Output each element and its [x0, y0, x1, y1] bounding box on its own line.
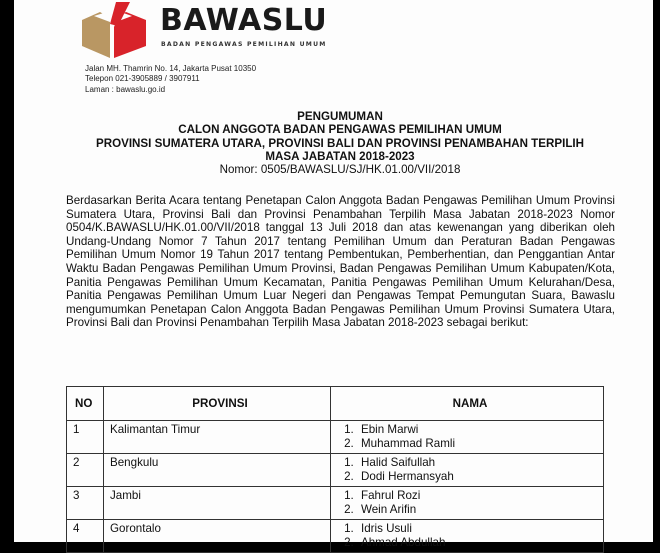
document-number: Nomor: 0505/BAWASLU/SJ/HK.01.00/VII/2018 [219, 163, 461, 177]
address-phone: Telepon 021-3905889 / 3907911 [85, 74, 200, 84]
candidate-name: 2. Muhammad Ramli [357, 437, 603, 451]
cell-no: 1 [67, 421, 104, 454]
header-nama: NAMA [331, 387, 604, 421]
address-website: Laman : bawaslu.go.id [85, 84, 166, 94]
cell-provinsi: Gorontalo [104, 520, 331, 553]
candidate-name: 2. Ahmad Abdullah [357, 536, 603, 550]
title-line-4: MASA JABATAN 2018-2023 [265, 149, 415, 163]
cell-provinsi: Kalimantan Timur [104, 421, 331, 454]
candidate-name: 2. Wein Arifin [357, 503, 603, 517]
cell-no: 2 [67, 454, 104, 487]
names-list [337, 456, 603, 485]
address-street: Jalan MH. Thamrin No. 14, Jakarta Pusat 10350 [85, 64, 257, 73]
cell-provinsi: Jambi [104, 487, 331, 520]
names-list [337, 423, 603, 452]
cell-nama [331, 421, 604, 454]
table-row [67, 487, 604, 520]
cell-nama [331, 454, 604, 487]
cell-no: 3 [67, 487, 104, 520]
title-line-1: PENGUMUMAN [297, 110, 383, 123]
candidate-name: 2. Dodi Hermansyah [357, 470, 603, 484]
ballot-box-logo-icon [80, 2, 150, 60]
cell-nama [331, 487, 604, 520]
brand-subtitle: BADAN PENGAWAS PEMILIHAN UMUM [161, 41, 327, 48]
title-line-2: CALON ANGGOTA BADAN PENGAWAS PEMILIHAN UMUM [178, 123, 502, 137]
address-block [85, 64, 256, 95]
title-line-3: PROVINSI SUMATERA UTARA, PROVINSI BALI DAN PROVINSI PENAMBAHAN TERPILIH [95, 136, 585, 150]
header-provinsi: PROVINSI [104, 387, 331, 421]
cell-no: 4 [67, 520, 104, 553]
table-row [67, 454, 604, 487]
names-list [337, 489, 603, 518]
candidate-name: 1. Ebin Marwi [357, 423, 603, 437]
table-row [67, 520, 604, 553]
names-list [337, 522, 603, 551]
table-row [67, 421, 604, 454]
candidate-name: 1. Idris Usuli [357, 522, 603, 536]
cell-nama [331, 520, 604, 553]
cell-provinsi: Bengkulu [104, 454, 331, 487]
document-page [14, 0, 653, 550]
candidate-name: 1. Halid Saifullah [357, 456, 603, 470]
candidate-name: 1. Fahrul Rozi [357, 489, 603, 503]
brand-name: BAWASLU [160, 3, 328, 38]
table-header-row [67, 387, 604, 421]
body-paragraph: Berdasarkan Berita Acara tentang Penetapan Calon Anggota Badan Pengawas Pemilihan Umum Provinsi Sumatera Utara, Provinsi Bali dan Provinsi Penambahan Terpilih Masa Jabatan 2018-2023 Nomor 0504/K.BAWASLU/HK.01.00/VII/2018 tanggal 13 Juli 2018 dan atas kewenangan yang diberikan oleh Undang-Undang Nomor 7 Tahun 2017 tentang Pemilihan Umum dan Peraturan Badan Pengawas Pemilihan Umum Nomor 19 Tahun 2017 tentang Pembentukan, Pemberhentian, dan Penggantian Antar Waktu Badan Pengawas Pemilihan Umum Provinsi, Badan Pengawas Pemilihan Umum Kabupaten/Kota, Panitia Pengawas Pemilihan Umum Kecamatan, Panitia Pengawas Pemilihan Umum Kelurahan/Desa, Panitia Pengawas Pemilihan Umum Luar Negeri dan Pengawas Tempat Pemungutan Suara, Bawaslu mengumumkan Penetapan Calon Anggota Badan Pengawas Pemilihan Umum Provinsi Sumatera Utara, Provinsi Bali dan Provinsi Penambahan Terpilih Masa Jabatan 2018-2023 sebagai berikut: [66, 194, 615, 330]
header-no: NO [67, 387, 104, 421]
candidates-table [66, 386, 604, 553]
announcement-title [60, 110, 620, 176]
